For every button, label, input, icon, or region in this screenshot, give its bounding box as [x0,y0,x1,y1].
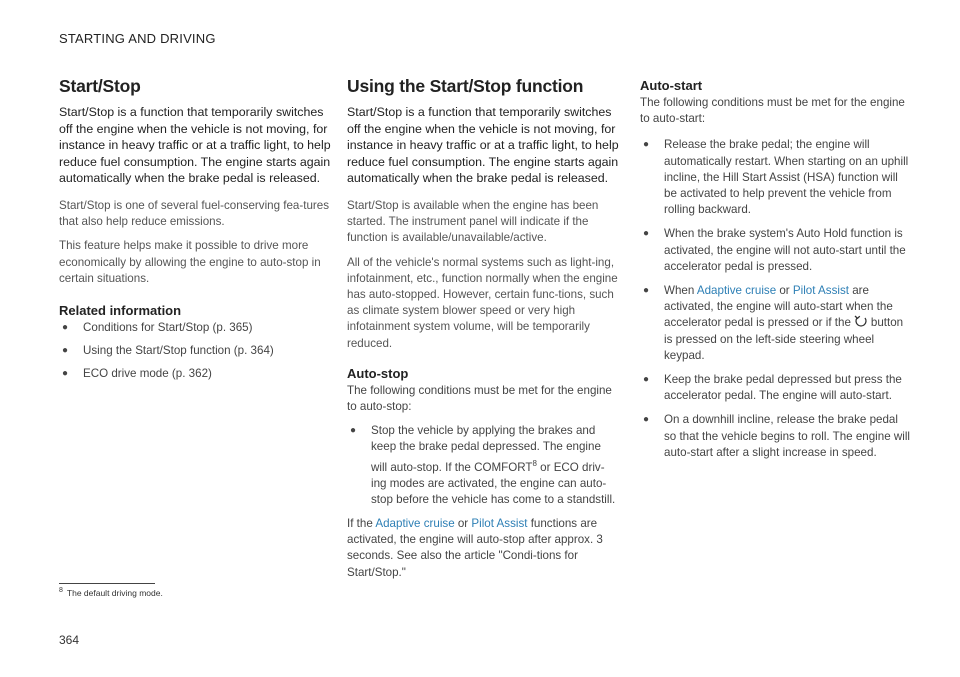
auto-start-condition-downhill: ● On a downhill incline, release the brake pedal so that the vehicle begins to roll. The engine will auto-start after a slight increase in speed. [643,413,910,459]
auto-stop-intro: The following conditions must be met for the engine to auto-stop: [347,383,612,413]
bullet-icon: ● [643,228,650,240]
auto-stop-title: Auto-stop [347,365,409,381]
footnote-mark: 8 [59,587,63,594]
link-adaptive-cruise[interactable]: Adaptive cruise [375,517,455,531]
intro-paragraph-using: Start/Stop is a function that temporarily switches off the engine when the vehicle is not moving, for instance in heavy traffic or at a traffic light, to help reduce fuel consumption. The engine starts again automatically when the brake pedal is released. [347,105,619,186]
auto-start-condition-accelerator: ● Keep the brake pedal depressed but press the accelerator pedal. The engine will auto-start. [643,373,902,403]
paragraph-cruise-auto-stop: If the Adaptive cruise or Pilot Assist functions are activated, the engine will auto-stop after approx. 3 seconds. See also the article "Condi-tions for Start/Stop." [347,517,603,579]
bullet-icon: ● [643,285,650,297]
bullet-icon: ● [62,345,69,357]
footnote [59,587,163,598]
bullet-icon: ● [62,368,69,380]
link-pilot-assist[interactable]: Pilot Assist [792,284,849,298]
paragraph-economic-driving: This feature helps make it possible to drive more economically by allowing the engine to auto-stop in certain situations. [59,239,321,285]
auto-start-title: Auto-start [640,78,703,93]
bullet-icon: ● [350,425,357,437]
auto-start-condition-cruise: ● When Adaptive cruise or Pilot Assist are activated, the engine will auto-start when the accelerator pedal is pressed or if the button is pressed on the left-side steering wheel keypad. [643,284,904,362]
running-header: STARTING AND DRIVING [59,31,216,46]
link-pilot-assist[interactable]: Pilot Assist [471,517,528,531]
related-link-conditions[interactable]: ● Conditions for Start/Stop (p. 365) [59,320,331,336]
column-start-stop [59,76,331,390]
paragraph-fuel-conserving: Start/Stop is one of several fuel-conserving fea-tures that also help reduce emissions. [59,198,330,229]
footnote-divider [59,583,155,584]
related-information-title: Related information [59,302,182,318]
footnote-text: The default driving mode. [66,587,163,598]
resume-arrow-icon [854,315,868,327]
related-link-using[interactable]: ● Using the Start/Stop function (p. 364) [59,343,331,359]
auto-stop-condition: ● Stop the vehicle by applying the brakes and keep the brake pedal depressed. The engine will auto-stop. If the COMFORT$^8$ or ECO driv-ing modes are activated, the engine can auto-stop before the vehicle has come to a standstill. [350,424,616,506]
bullet-icon: ● [643,374,650,386]
footnote-reference[interactable]: 8 [532,458,537,468]
intro-paragraph: Start/Stop is a function that temporarily switches off the engine when the vehicle is not moving, for instance in heavy traffic or at a traffic light, to help reduce fuel consumption. The engine starts again automatically when the brake pedal is released. [59,105,331,186]
related-information-list [59,320,331,383]
section-title-using: Using the Start/Stop function [347,76,584,96]
bullet-icon: ● [62,321,69,333]
auto-stop-list [347,423,619,508]
paragraph-normal-systems: All of the vehicle's normal systems such as light-ing, infotainment, etc., function normally when the engine has auto-stopped. However, certain func-tions, such as climate system blower speed or very high infotainment system volume, will be temporarily reduced. [347,255,618,350]
column-using-start-stop [347,76,619,589]
column-auto-start [640,76,910,469]
link-adaptive-cruise[interactable]: Adaptive cruise [696,284,777,298]
auto-start-list [640,137,910,461]
bullet-icon: ● [643,139,650,151]
auto-start-condition-release-brake: ● Release the brake pedal; the engine will automatically restart. When starting on an uphill incline, the Hill Start Assist (HSA) function will be activated to help prevent the vehicle from rolling backward. [643,138,909,217]
auto-start-intro: The following conditions must be met for the engine to auto-start: [640,96,905,126]
bullet-icon: ● [643,414,650,426]
page-number: 364 [59,633,80,647]
auto-start-condition-auto-hold: ● When the brake system's Auto Hold function is activated, the engine will not auto-start until the accelerator pedal is pressed. [643,227,906,273]
paragraph-availability: Start/Stop is available when the engine has been started. The instrument panel will indicate if the function is available/unavailable/active. [347,198,599,245]
related-link-eco[interactable]: ● ECO drive mode (p. 362) [59,366,331,382]
section-title-start-stop: Start/Stop [59,76,141,96]
